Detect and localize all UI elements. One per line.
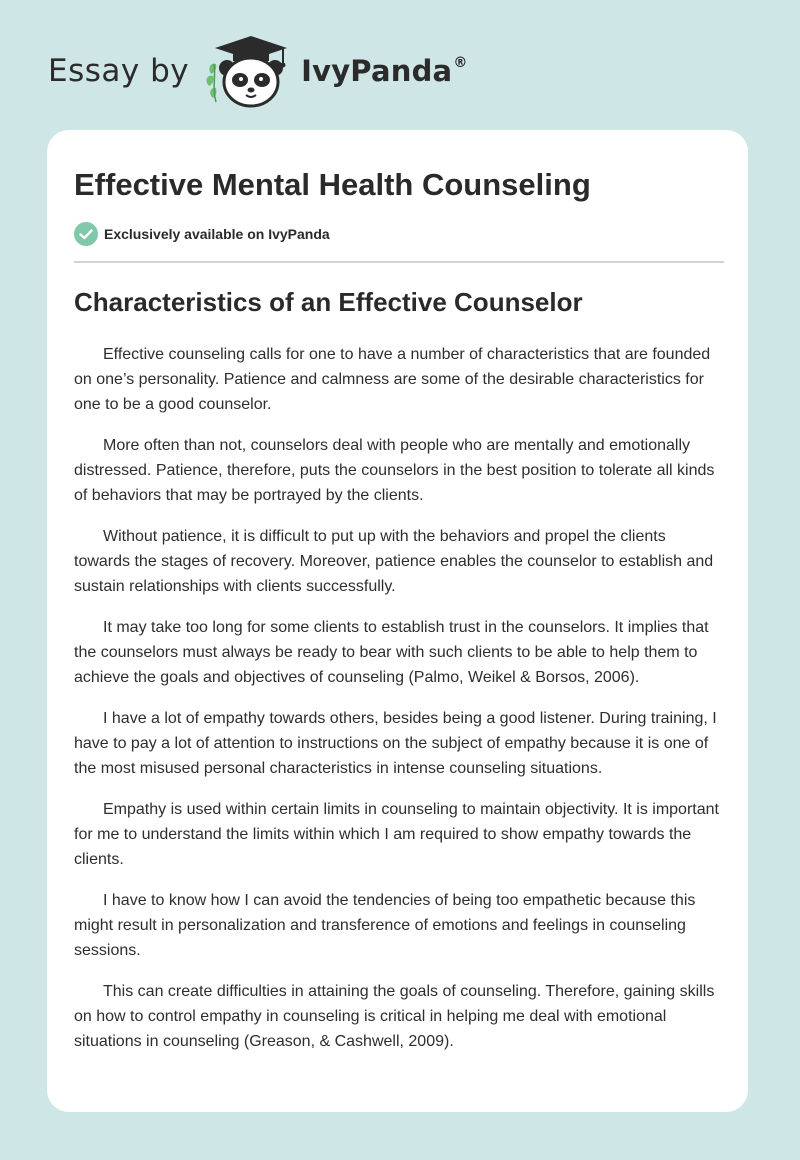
registered-mark: ® <box>453 55 468 71</box>
brand-name[interactable] <box>301 54 467 88</box>
essay-card <box>47 130 748 1112</box>
paragraph: I have a lot of empathy towards others, besides being a good listener. During training, I have to pay a lot of attention to instructions on the subject of empathy because it is one of the most misused personal characteristics in intense counseling situations. <box>74 710 717 777</box>
exclusive-badge <box>74 222 330 246</box>
section-heading: Characteristics of an Effective Counselor <box>74 287 583 317</box>
panda-graduate-icon[interactable] <box>203 34 295 108</box>
exclusive-badge-label: Exclusively available on IvyPanda <box>104 226 330 242</box>
essay-by-label: Essay by <box>48 53 190 89</box>
paragraph: I have to know how I can avoid the tendencies of being too empathetic because this might result in personalization and transference of emotions and feelings in counseling sessions. <box>74 892 696 959</box>
paragraph: Without patience, it is difficult to put up with the behaviors and propel the clients towards the stages of recovery. Moreover, patience enables the counselor to establish and sustain relationships with clients successfully. <box>74 528 714 595</box>
paragraph: This can create difficulties in attaining the goals of counseling. Therefore, gaining skills on how to control empathy in counseling is critical in helping me deal with emotional situations in counseling (Greason, & Cashwell, 2009). <box>74 983 715 1050</box>
check-circle-icon <box>74 222 98 246</box>
page-title: Effective Mental Health Counseling <box>74 167 591 202</box>
brand-name-label[interactable]: IvyPanda <box>301 54 453 88</box>
paragraph: It may take too long for some clients to establish trust in the counselors. It implies that the counselors must always be ready to bear with such clients to be able to help them to achieve the goals and objectives of counseling (Palmo, Weikel & Borsos, 2006). <box>74 619 709 686</box>
site-header <box>48 34 468 108</box>
title-divider <box>74 261 724 263</box>
essay-body <box>74 342 724 1070</box>
paragraph: Effective counseling calls for one to have a number of characteristics that are founded on one’s personality. Patience and calmness are some of the desirable characteristics for one to be a good counselor. <box>74 346 711 413</box>
paragraph: Empathy is used within certain limits in counseling to maintain objectivity. It is important for me to understand the limits within which I am required to show empathy towards the clients. <box>74 801 719 868</box>
paragraph: More often than not, counselors deal with people who are mentally and emotionally distressed. Patience, therefore, puts the counselors in the best position to tolerate all kinds of behaviors that may be portrayed by the clients. <box>74 437 715 504</box>
